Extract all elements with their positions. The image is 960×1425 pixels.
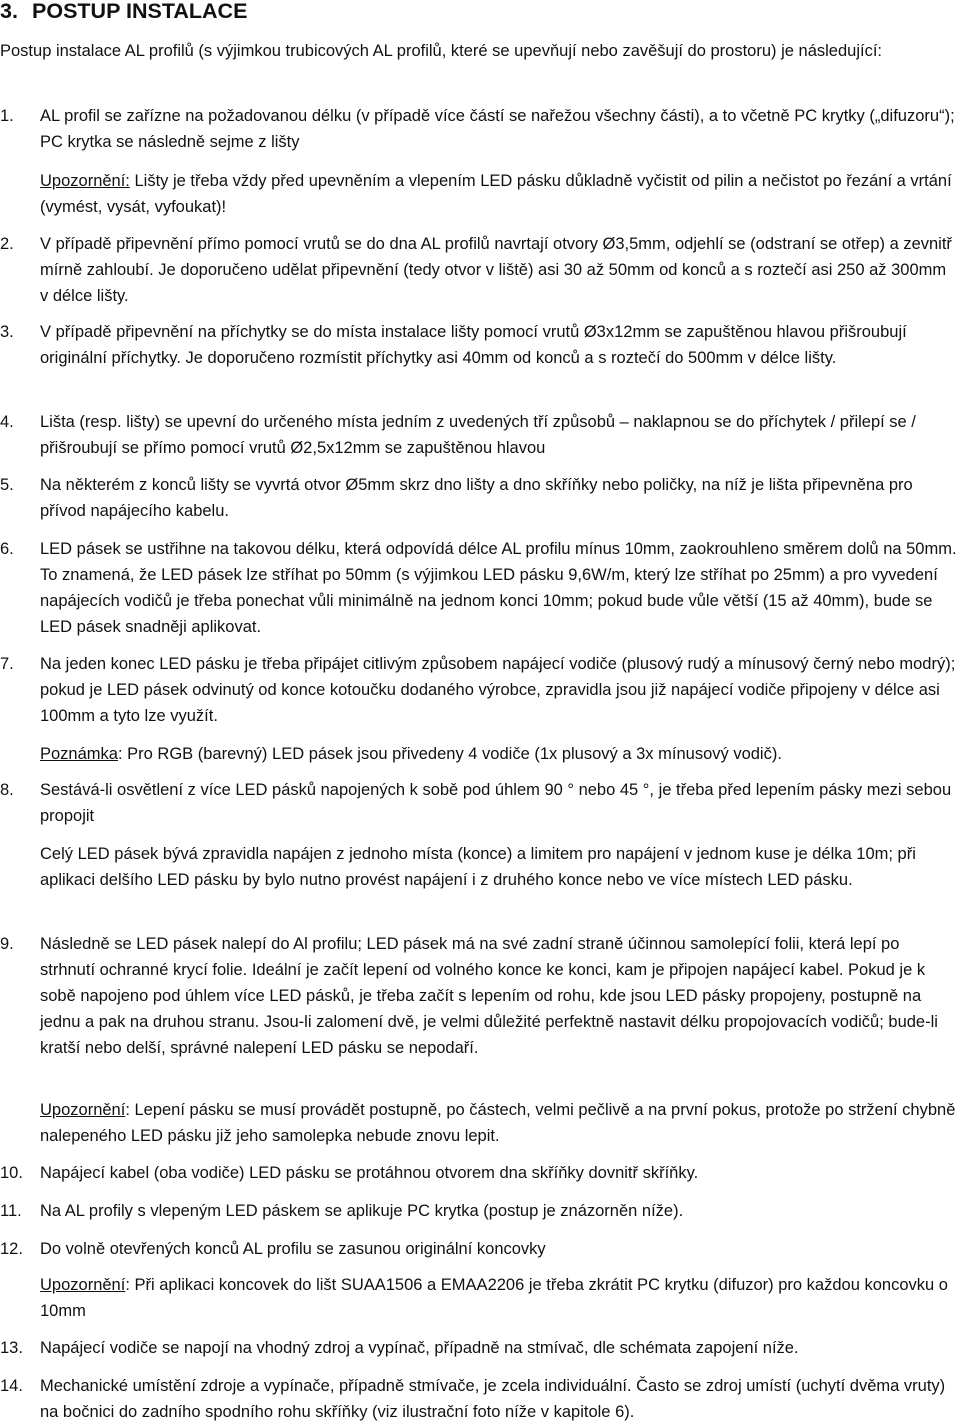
- note-text: Celý LED pásek bývá zpravidla napájen z jednoho místa (konce) a limitem pro napájení v jednom kuse je délka 10m; při aplikaci delšího LED pásku by bylo nutno provést napájení i z druhého konce nebo ve více místech LED pásku.: [40, 845, 916, 889]
- list-item-number: 2.: [0, 235, 14, 253]
- section-heading: [0, 0, 247, 24]
- list-item-number: 7.: [0, 655, 14, 673]
- list-item-number: 14.: [0, 1377, 23, 1395]
- list-item-number: 8.: [0, 781, 14, 799]
- section-title: POSTUP INSTALACE: [32, 0, 248, 23]
- list-item-number: 6.: [0, 540, 14, 558]
- list-item-text: Sestává-li osvětlení z více LED pásků napojených k sobě pod úhlem 90 ° nebo 45 °, je třeba před lepením pásky mezi sebou propojit: [40, 781, 952, 825]
- note-label: Upozornění: [40, 1101, 126, 1119]
- list-item-text: AL profil se zařízne na požadovanou délku (v případě více částí se nařežou všechny části), a to včetně PC krytky („difuzoru“); PC krytka se následně sejme z lišty: [40, 107, 955, 151]
- note-text: : Při aplikaci koncovek do lišt SUAA1506 a EMAA2206 je třeba zkrátit PC krytku (difuzor) pro každou koncovku o 10mm: [40, 1276, 948, 1320]
- list-item-text: Na AL profily s vlepeným LED páskem se aplikuje PC krytka (postup je znázorněn níže).: [40, 1202, 684, 1220]
- section-number: 3.: [0, 0, 18, 23]
- list-item-text: V případě připevnění na příchytky se do místa instalace lišty pomocí vrutů Ø3x12mm se zapuštěnou hlavou přišroubují originální příchytky. Je doporučeno rozmístit příchytky asi 40mm od konců a s roztečí do 500mm v délce lišty.: [40, 323, 907, 367]
- note-label: Upozornění: [40, 1276, 126, 1294]
- list-item-text: V případě připevnění přímo pomocí vrutů se do dna AL profilů navrtají otvory Ø3,5mm, odjehlí se (odstraní se otřep) a zevnitř mírně zahloubí. Je doporučeno udělat připevnění (tedy otvor v liště) asi 30 až 50mm od konců a s roztečí asi 250 až 300mm v délce lišty.: [40, 235, 952, 305]
- note-label: Upozornění:: [40, 172, 130, 190]
- list-item-number: 13.: [0, 1339, 23, 1357]
- list-item-number: 10.: [0, 1164, 23, 1182]
- list-item-number: 1.: [0, 107, 14, 125]
- note-text: Lišty je třeba vždy před upevněním a vlepením LED pásku důkladně vyčistit od pilin a nečistot po řezání a vrtání (vymést, vysát, vyfoukat)!: [40, 172, 952, 216]
- note-item-12: [40, 1272, 958, 1324]
- list-item-text: Mechanické umístění zdroje a vypínače, případně stmívače, je zcela individuální. Často se zdroj umístí (uchytí dvěma vruty) na bočnici do zadního spodního rohu skříňky (viz ilustrační foto níže v kapitole 6).: [40, 1377, 946, 1421]
- list-item-number: 9.: [0, 935, 14, 953]
- note-item-9: [40, 1097, 958, 1149]
- list-item-number: 3.: [0, 323, 14, 341]
- list-item-text: Na jeden konec LED pásku je třeba připájet citlivým způsobem napájecí vodiče (plusový rudý a mínusový černý nebo modrý); pokud je LED pásek odvinutý od konce kotoučku dodaného výrobce, zpravidla jsou již napájecí vodiče připojeny v délce asi 100mm a tyto lze využít.: [40, 655, 956, 725]
- list-item-text: Napájecí vodiče se napojí na vhodný zdroj a vypínač, případně na stmívač, dle schémata zapojení níže.: [40, 1339, 799, 1357]
- note-text: : Pro RGB (barevný) LED pásek jsou přivedeny 4 vodiče (1x plusový a 3x mínusový vodič).: [117, 745, 782, 763]
- list-item-text: Na některém z konců lišty se vyvrtá otvor Ø5mm skrz dno lišty a dno skříňky nebo poličky, na níž je lišta připevněna pro přívod napájecího kabelu.: [40, 476, 913, 520]
- note-item-1: [40, 168, 958, 220]
- list-item-number: 4.: [0, 413, 14, 431]
- note-item-7: [40, 741, 958, 767]
- list-item-number: 11.: [0, 1202, 22, 1220]
- note-item-8: [40, 841, 958, 893]
- list-item-number: 5.: [0, 476, 14, 494]
- note-text: : Lepení pásku se musí provádět postupně, po částech, velmi pečlivě a na první pokus, protože po stržení chybně nalepeného LED pásku již jeho samolepka nebude znovu lepit.: [40, 1101, 956, 1145]
- list-item-text: Následně se LED pásek nalepí do Al profilu; LED pásek má na své zadní straně účinnou samolepící folii, která lepí po strhnutí ochranné krycí folie. Ideální je začít lepení od volného konce ke konci, kam je připojen napájecí kabel. Pokud je k sobě napojeno pod úhlem více LED pásků, je třeba začít s lepením od rohu, kde jsou LED pásky propojeny, postupně na jednu a pak na druhou stranu. Jsou-li zalomení dvě, je velmi důležité perfektně nastavit délku propojovacích vodičů; bude-li kratší nebo delší, správné nalepení LED pásku se nepodaří.: [40, 935, 938, 1057]
- list-item-text: LED pásek se ustřihne na takovou délku, která odpovídá délce AL profilu mínus 10mm, zaokrouhleno směrem dolů na 50mm. To znamená, že LED pásek lze stříhat po 50mm (s výjimkou LED pásku 9,6W/m, který lze stříhat po 25mm) a pro vyvedení napájecích vodičů je třeba ponechat vůli minimálně na jednom konci 10mm; pokud bude vůle větší (15 až 40mm), bude se LED pásek snadněji aplikovat.: [40, 540, 957, 636]
- list-item-text: Do volně otevřených konců AL profilu se zasunou originální koncovky: [40, 1240, 546, 1258]
- list-item-text: Napájecí kabel (oba vodiče) LED pásku se protáhnou otvorem dna skříňky dovnitř skříňky.: [40, 1164, 699, 1182]
- list-item-text: Lišta (resp. lišty) se upevní do určeného místa jedním z uvedených tří způsobů – naklapnou se do příchytek / přilepí se / přišroubují se přímo pomocí vrutů Ø2,5x12mm se zapuštěnou hlavou: [40, 413, 916, 457]
- list-item-number: 12.: [0, 1240, 23, 1258]
- intro-paragraph: Postup instalace AL profilů (s výjimkou trubicových AL profilů, které se upevňují nebo zavěšují do prostoru) je následující:: [0, 42, 882, 60]
- note-label: Poznámka: [40, 745, 118, 763]
